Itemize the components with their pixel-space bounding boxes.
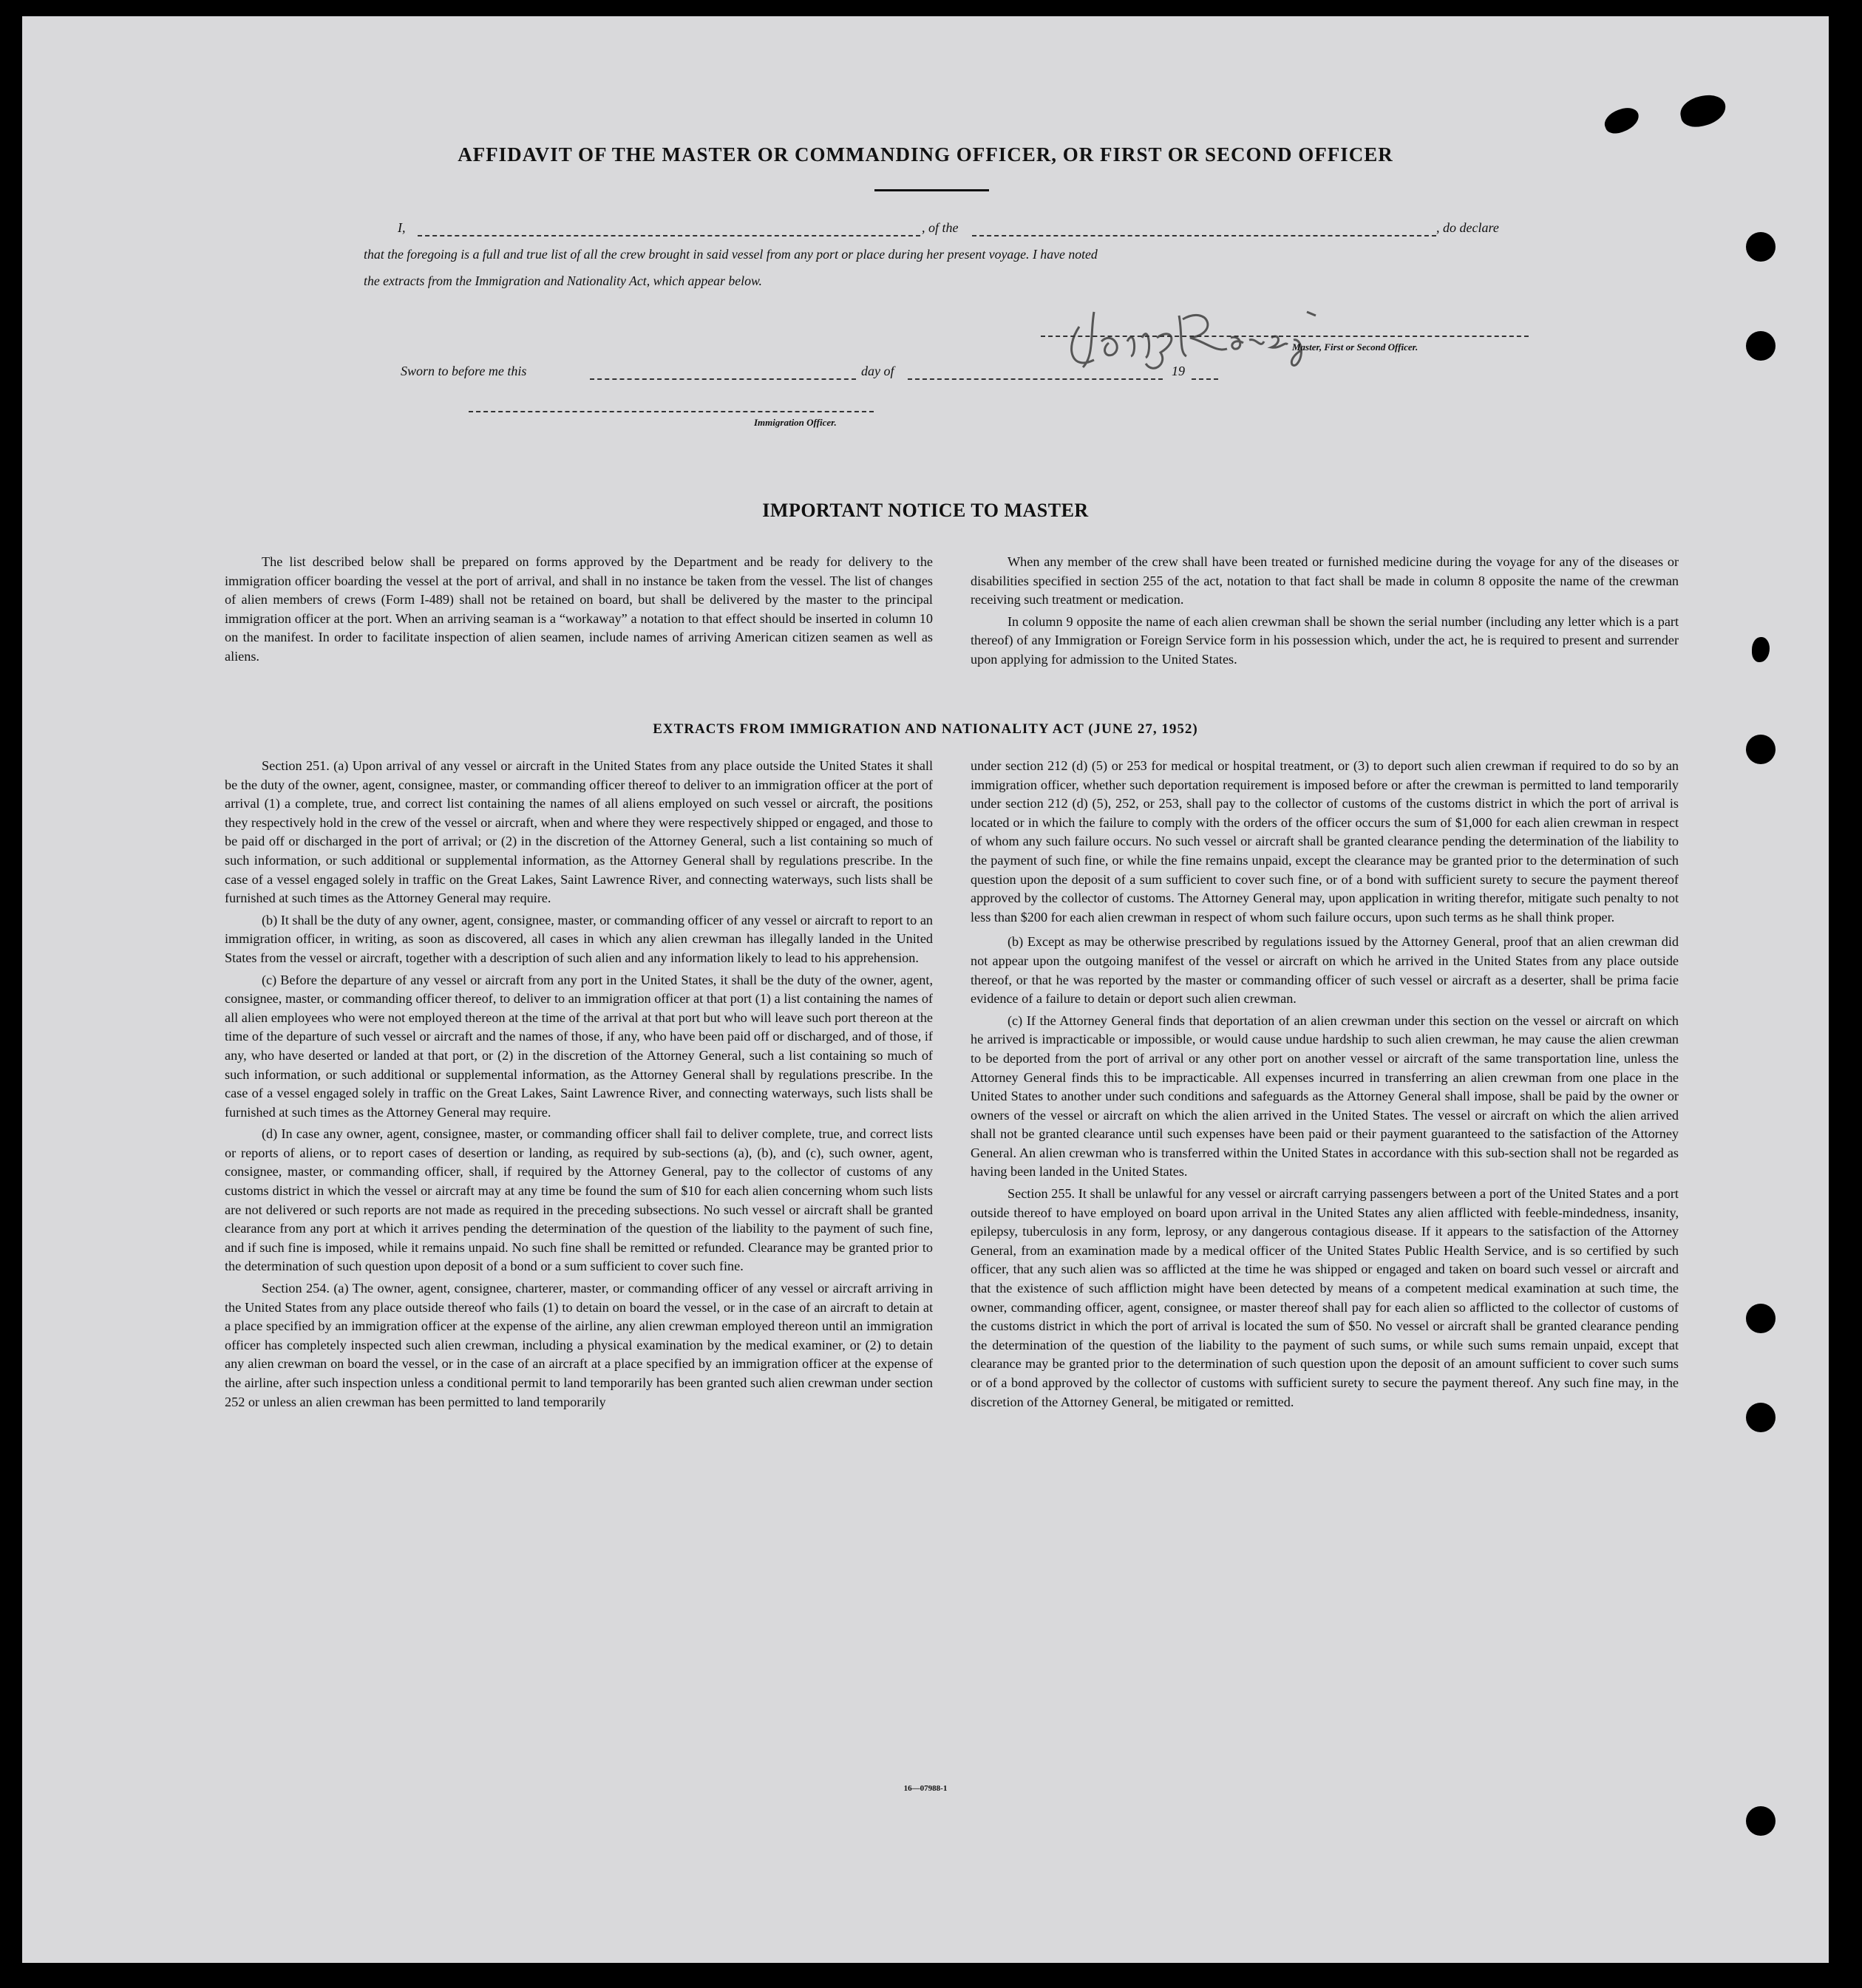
declare-label: , do declare: [1436, 220, 1499, 235]
punch-hole: [1746, 1806, 1776, 1836]
ink-blot: [1601, 104, 1642, 137]
master-signature-line: [1041, 336, 1529, 337]
month-field[interactable]: [908, 378, 1163, 380]
act-section: (c) If the Attorney General finds that deportation of an alien crewman under this section on the vessel or aircraft on which he arrived is impracticable or impossible, or would cause undue hardship to such alien crewman, he may cause the alien crewman to be deported from the port of arrival or any other port on another vessel or aircraft of the same transportation line, unless the Attorney General finds this to be impracticable. All expenses incurred in transferring an alien crewman from one place in the United States to another under such conditions and safeguards as the Attorney General shall impose, shall be paid by the owner or owners of the vessel or aircraft on which the alien arrived in the United States. The vessel or aircraft on which the alien arrived shall not be granted clearance until such expenses have been paid or their payment guaranteed to the satisfaction of the Attorney General. An alien crewman who is transferred within the United States in accordance with this sub-section shall not be regarded as having been landed in the United States.: [971, 1012, 1679, 1179]
act-section: (d) In case any owner, agent, consignee, master, or commanding officer shall fail to deliver complete, true, and correct lists or reports of aliens, or to report cases of desertion or landing, as required by sub-sections (a), (b), and (c), such owner, agent, consignee, master, or commanding officer, shall, if required by the Attorney General, pay to the collector of customs of any customs district in which the vessel or aircraft may at any time be found the sum of $10 for each alien concerning whom such lists are not delivered or such reports are not made as required in the preceding subsections. No such vessel or aircraft shall be granted clearance from any port at which it arrives pending the determination of the question of the liability to the payment of such fine, and if such fine is imposed, while it remains unpaid. No such fine shall be remitted or refunded. Clearance may be granted prior to the determination of such question upon deposit of a bond or a sum sufficient to cover such fine.: [225, 1126, 933, 1274]
year-field[interactable]: [1192, 378, 1218, 380]
master-label: Master, First or Second Officer.: [1292, 341, 1418, 353]
notice-left-column: [225, 553, 933, 670]
affidavit-title: AFFIDAVIT OF THE MASTER OR COMMANDING OFFICER, OR FIRST OR SECOND OFFICER: [458, 143, 1393, 166]
day-of-label: day of: [861, 364, 894, 378]
extracts-title: EXTRACTS FROM IMMIGRATION AND NATIONALITY ACT (JUNE 27, 1952): [653, 721, 1198, 737]
year-label: 19: [1172, 364, 1185, 378]
notice-paragraph: In column 9 opposite the name of each alien crewman shall be shown the serial number (including any letter which is a part thereof) of any Immigration or Foreign Service form in his possession which, under the act, he is required to present and surrender upon applying for admission to the United States.: [971, 613, 1679, 667]
ink-blot: [1678, 92, 1729, 130]
form-number: 16—07988-1: [903, 1784, 948, 1793]
punch-hole: [1746, 232, 1776, 262]
notice-right-column: [971, 553, 1679, 673]
act-section: (c) Before the departure of any vessel or aircraft from any port in the United States, it shall be the duty of the owner, agent, consignee, master, or commanding officer thereof, to deliver to an immigration officer at that port (1) a list containing the names of all alien employees who were not employed thereon at the time of the arrival at that port but who will leave such port thereon at the time of the departure of such vessel or aircraft and the names of those, if any, who have been paid off or discharged, and of those, if any, who have deserted or landed at that port, or (2) in the discretion of the Attorney General, such a list containing so much of such information, or such additional or supplemental information, as the Attorney General shall by regulations prescribe. In the case of a vessel engaged solely in traffic on the Great Lakes, Saint Lawrence River, and connecting waterways, such lists shall be furnished at such times as the Attorney General may require.: [225, 972, 933, 1120]
punch-hole: [1746, 331, 1776, 361]
officer-signature-line[interactable]: [469, 411, 874, 412]
officer-label: Immigration Officer.: [754, 417, 837, 428]
act-section: Section 255. It shall be unlawful for any vessel or aircraft carrying passengers between a port of the United States and a port outside thereof to have employed on board upon arrival in the United States any alien afflicted with feeble-mindedness, insanity, epilepsy, tuberculosis in any form, leprosy, or any dangerous contagious disease. If it appears to the satisfaction of the Attorney General, from an examination made by a medical officer of the United States Public Health Service, and is so certified by such officer, that any such alien was so afflicted at the time he was shipped or engaged and taken on board such vessel or aircraft and that the existence of such affliction might have been detected by means of a competent medical examination at such time, the owner, commanding officer, agent, consignee, or master thereof shall pay for each alien so afflicted to the collector of customs of the customs district in which the port of arrival is located the sum of $50. No vessel or aircraft shall be granted clearance pending the determination of the question of the liability to the payment of such sums, or while such sums remain unpaid, except that clearance may be granted prior to the determination of such question upon the deposit of an amount sufficient to cover such sums or of a bond approved by the collector of customs with sufficient surety to secure the payment thereof. Any such fine may, in the discretion of the Attorney General, be mitigated or remitted.: [971, 1186, 1679, 1409]
sworn-label: Sworn to before me this: [401, 364, 527, 378]
name-field[interactable]: [418, 235, 920, 236]
punch-hole: [1746, 1403, 1776, 1432]
title-divider: [874, 189, 989, 191]
master-signature: [1050, 297, 1493, 378]
affidavit-statement-2: the extracts from the Immigration and Nationality Act, which appear below.: [364, 273, 762, 288]
act-section: Section 254. (a) The owner, agent, consignee, charterer, master, or commanding officer of any vessel or aircraft arriving in the United States from any place outside thereof who fails (1) to detain on board the vessel, or in the case of an aircraft to detain at a place specified by an immigration officer at the expense of the airline, any alien crewman employed thereon until an immigration officer has completely inspected such alien crewman, including a physical examination by the medical examiner, or (2) to detain any alien crewman on board the vessel, or in the case of an aircraft at a place specified by an immigration officer at the expense of the airline, after such inspection unless a conditional permit to land temporarily has been granted such alien crewman under section 252 or unless an alien crewman has been permitted to land temporarily: [225, 1281, 933, 1409]
ink-blot: [1752, 637, 1770, 662]
vessel-field[interactable]: [972, 235, 1436, 236]
declarant-line: I,: [398, 220, 406, 235]
notice-paragraph: The list described below shall be prepared on forms approved by the Department and be ready for delivery to the immigration officer boarding the vessel at the port of arrival, and shall in no instance be taken from the vessel. The list of changes of alien members of crews (Form I-489) shall not be retained on board, but shall be delivered by the master to the principal immigration officer at the port. When an arriving seaman is a “workaway” a notation to that effect should be inserted in column 10 on the manifest. In order to facilitate inspection of alien seamen, include names of arriving American citizen seamen as well as aliens.: [225, 554, 933, 664]
act-section: (b) Except as may be otherwise prescribed by regulations issued by the Attorney General, proof that an alien crewman did not appear upon the outgoing manifest of the vessel or aircraft on which he arrived in the United States from any place outside thereof, or that he was reported by the master or commanding officer of such vessel or aircraft as a deserter, shall be prima facie evidence of a failure to detain or deport such alien crewman.: [971, 934, 1679, 1007]
sworn-date-field[interactable]: [590, 378, 856, 380]
act-section-continued: under section 212 (d) (5) or 253 for medical or hospital treatment, or (3) to deport such alien crewman if required to do so by an immigration officer, whether such deportation requirement is imposed before or after the crewman is permitted to land temporarily under section 212 (d) (5), 252, or 253, shall pay to the collector of customs of the customs district in which the port of arrival is located or in which the failure to comply with the orders of the officer occurs the sum of $1,000 for each alien crewman in respect of whom any such failure occurs. No such vessel or aircraft shall be granted clearance pending the determination of the liability to the payment of such fine, or while the fine remains unpaid, except the clearance may be granted prior to the determination of such question upon the deposit of a sum sufficient to cover such fine, or of a bond with sufficient surety to secure the payment thereof approved by the collector of customs. The Attorney General may, upon application in writing therefor, mitigate such penalty to not less than $200 for each alien crewman in respect of whom such failure occurs, upon such terms as he shall think proper.: [971, 758, 1679, 925]
of-the-label: , of the: [922, 220, 959, 235]
act-section: Section 251. (a) Upon arrival of any vessel or aircraft in the United States from any place outside the United States it shall be the duty of the owner, agent, consignee, master, or commanding officer thereof to deliver to an immigration officer at the port of arrival (1) a complete, true, and correct list containing the names of all aliens employed on such vessel or aircraft, the positions they respectively hold in the crew of the vessel or aircraft, when and where they were respectively shipped or engaged, and those to be paid off or discharged in the port of arrival; or (2) in the discretion of the Attorney General, such a list containing so much of such information, or such additional or supplemental information, as the Attorney General shall by regulations prescribe. In the case of a vessel engaged solely in traffic on the Great Lakes, Saint Lawrence River, and connecting waterways, such lists shall be furnished at such times as the Attorney General may require.: [225, 758, 933, 906]
extracts-left-column: [225, 757, 933, 1415]
notice-paragraph: When any member of the crew shall have been treated or furnished medicine during the voyage for any of the diseases or disabilities specified in section 255 of the act, notation to that fact shall be made in column 8 opposite the name of the crewman receiving such treatment or medication.: [971, 554, 1679, 607]
notice-title: IMPORTANT NOTICE TO MASTER: [762, 500, 1089, 521]
punch-hole: [1746, 735, 1776, 764]
document-page: [22, 16, 1829, 1963]
affidavit-statement: that the foregoing is a full and true list of all the crew brought in said vessel from any port or place during her present voyage. I have noted: [364, 247, 1098, 262]
extracts-right-column: [971, 757, 1679, 1415]
act-section: (b) It shall be the duty of any owner, agent, consignee, master, or commanding officer of any vessel or aircraft to report to an immigration officer, in writing, as soon as discovered, all cases in which any alien crewman has illegally landed in the United States from the vessel or aircraft, together with a description of such alien and any information likely to lead to his apprehension.: [225, 912, 933, 965]
punch-hole: [1746, 1304, 1776, 1333]
